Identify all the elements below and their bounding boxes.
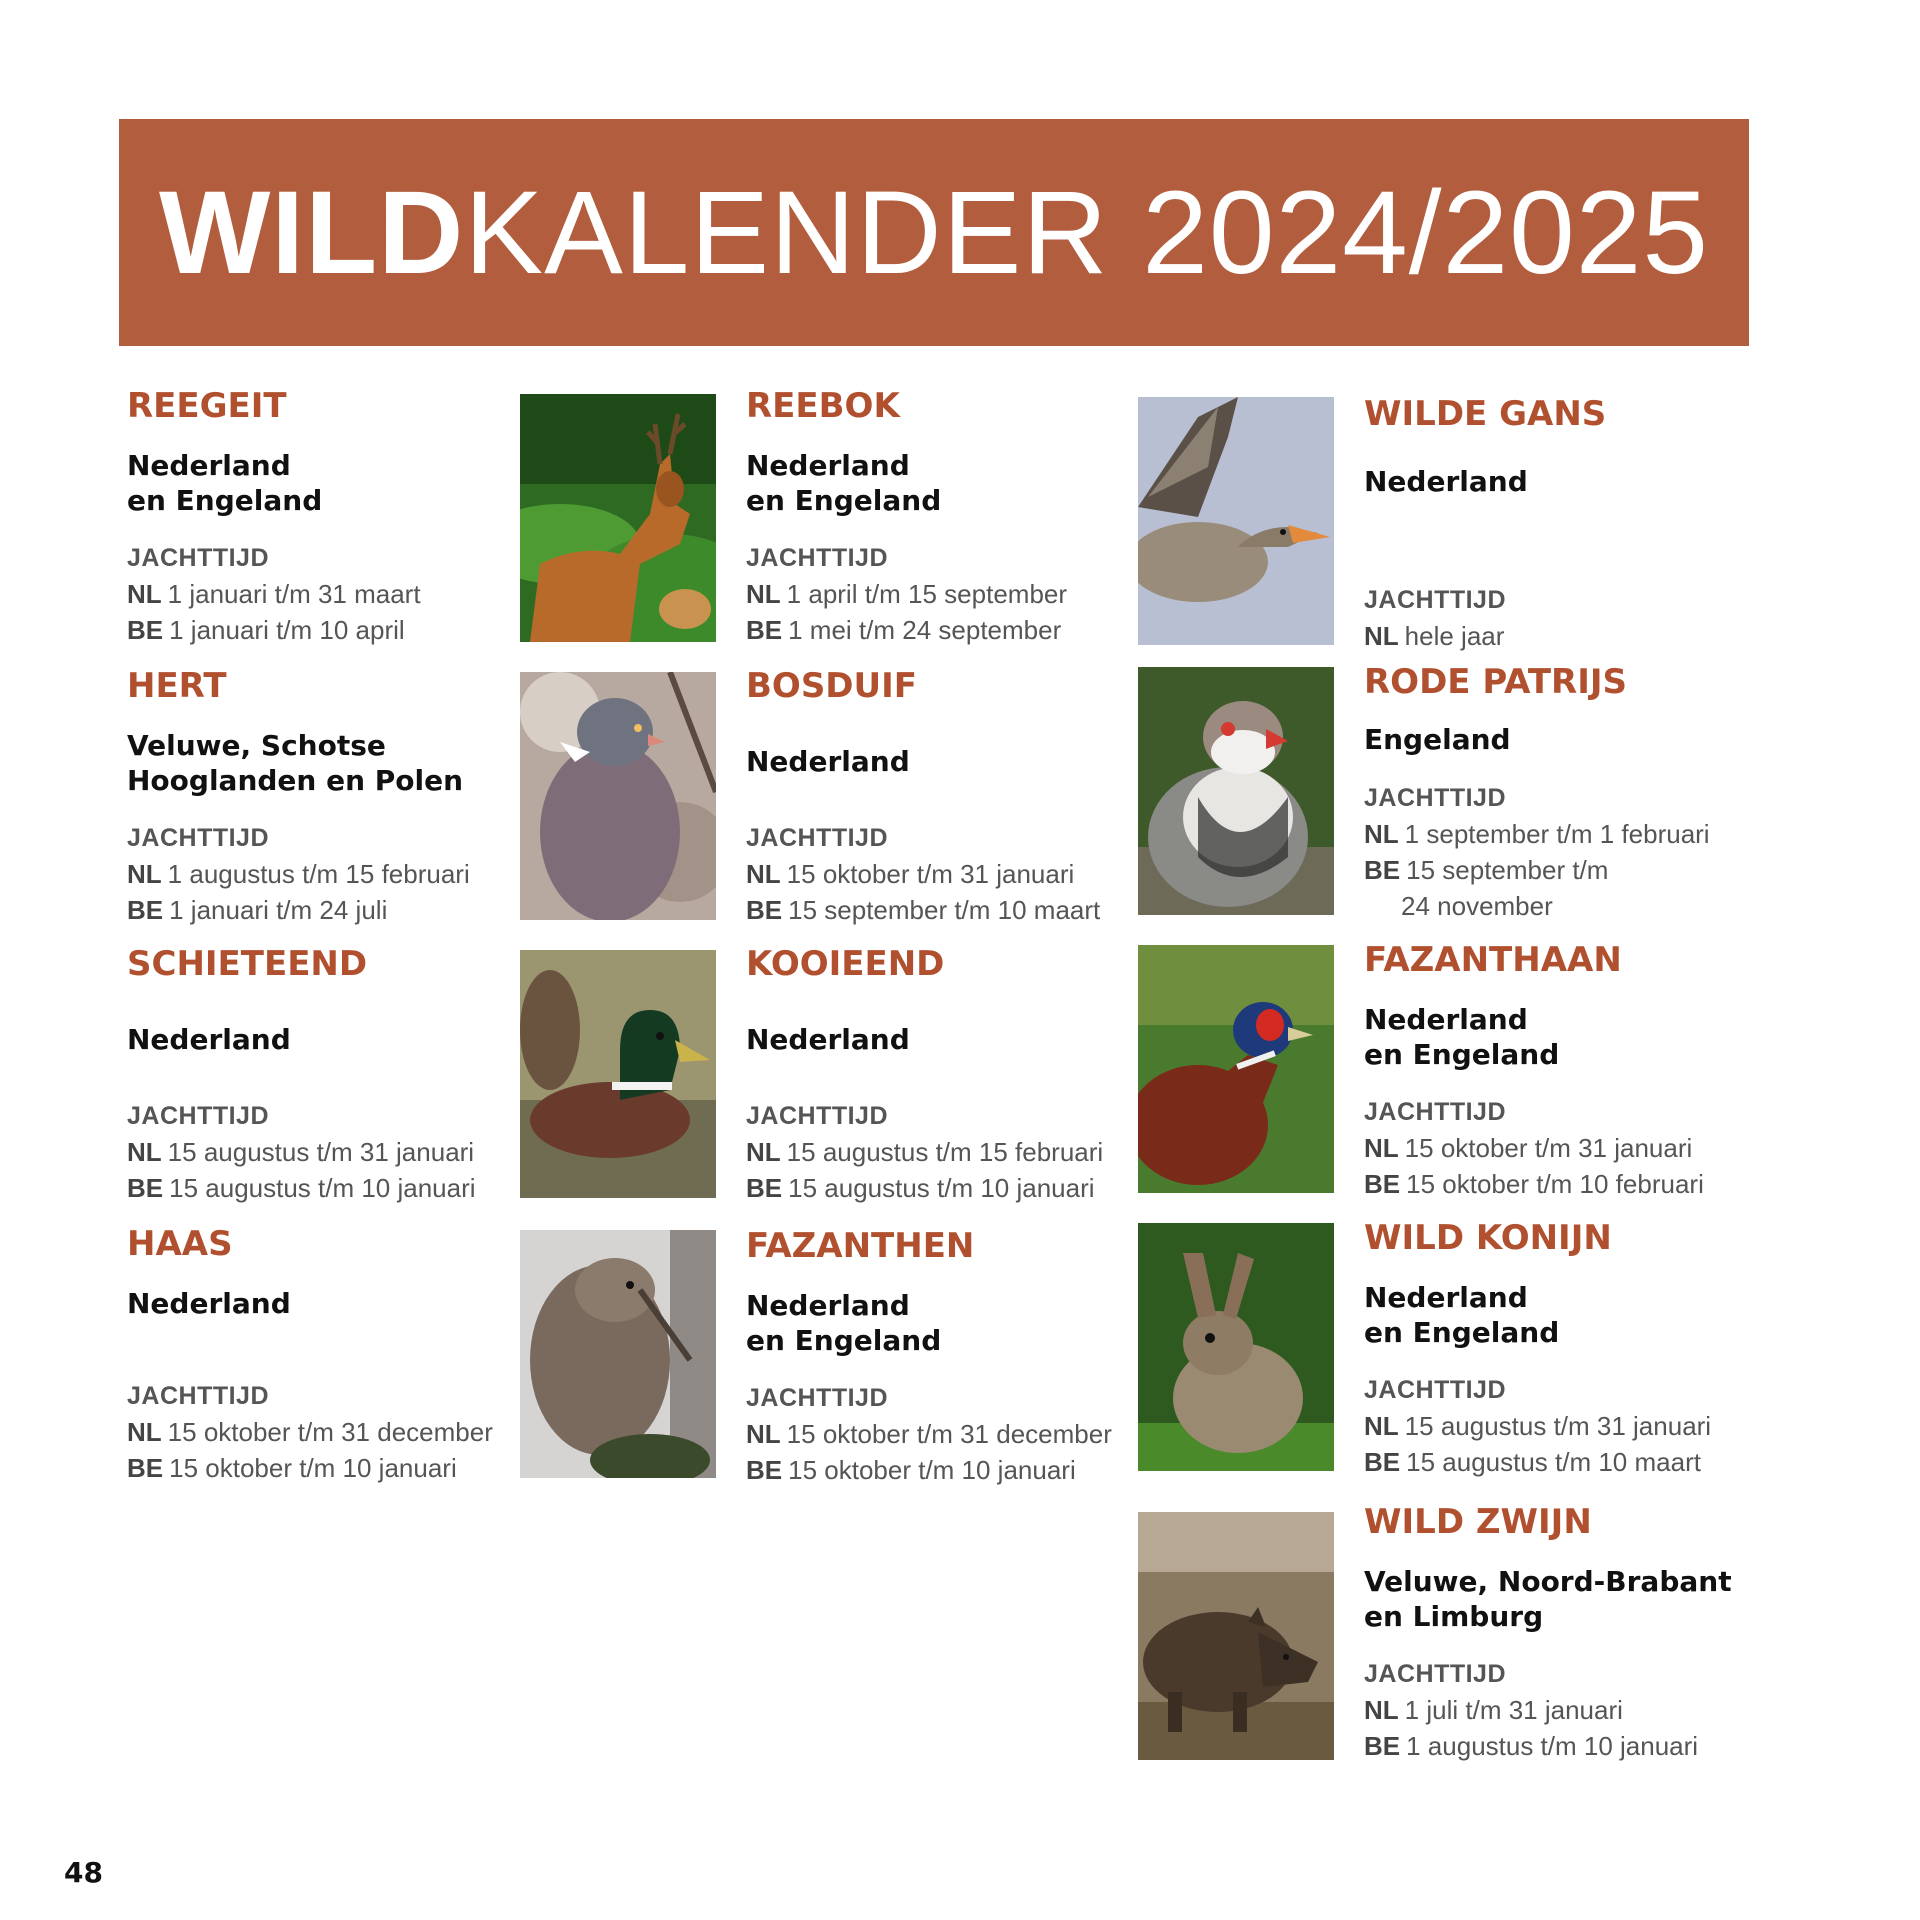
season-dates: 15 oktober t/m 31 december [786, 1419, 1112, 1449]
country-code: BE [1364, 1169, 1401, 1199]
wood-pigeon-photo [520, 672, 716, 920]
region-line: Nederland [746, 449, 910, 482]
region-line: en Engeland [127, 484, 323, 517]
season [127, 540, 547, 648]
season-dates: 15 oktober t/m 31 januari [1404, 1133, 1693, 1163]
country-code: BE [746, 615, 783, 645]
species-name: WILD KONIJN [1364, 1218, 1612, 1258]
season-dates: hele jaar [1404, 621, 1505, 651]
species-name: RODE PATRIJS [1364, 662, 1628, 702]
country-code: BE [127, 895, 164, 925]
region-line: en Engeland [1364, 1316, 1560, 1349]
region [127, 448, 527, 518]
country-code: NL [127, 859, 162, 889]
season-be-continued: 24 november [1401, 891, 1553, 921]
season-dates: 15 augustus t/m 10 januari [169, 1173, 476, 1203]
country-code: BE [127, 1453, 164, 1483]
season [127, 1098, 547, 1206]
region-line: Nederland [127, 1287, 291, 1320]
region [1364, 1280, 1764, 1350]
species-name: HAAS [127, 1224, 233, 1264]
season [1364, 582, 1784, 654]
country-code: NL [127, 579, 162, 609]
season-dates: 15 oktober t/m 31 januari [786, 859, 1075, 889]
species-name: KOOIEEND [746, 944, 945, 984]
season-dates: 1 januari t/m 31 maart [167, 579, 421, 609]
season-label: JACHTTIJD [1364, 1376, 1507, 1404]
season-dates: 1 januari t/m 24 juli [169, 895, 388, 925]
season-dates: 15 september t/m 10 maart [788, 895, 1101, 925]
season [746, 1380, 1166, 1488]
season-be [127, 892, 547, 928]
rabbit-photo [1138, 1223, 1334, 1471]
season-dates: 15 augustus t/m 10 januari [788, 1173, 1095, 1203]
entry-fazanthaan [1364, 940, 1764, 1202]
season-label: JACHTTIJD [1364, 586, 1507, 614]
season-dates: 15 oktober t/m 10 januari [169, 1453, 457, 1483]
country-code: NL [1364, 819, 1399, 849]
season [1364, 1656, 1784, 1764]
season-be [1364, 852, 1784, 888]
season-dates: 15 september t/m [1406, 855, 1609, 885]
season [127, 1378, 547, 1486]
region-line: Nederland [1364, 1003, 1528, 1036]
entry-reegeit [127, 386, 527, 648]
season-dates: 1 mei t/m 24 september [788, 615, 1062, 645]
country-code: BE [127, 615, 164, 645]
country-code: BE [746, 1455, 783, 1485]
woodcock-illustration [520, 1230, 716, 1478]
pheasant-photo [1138, 945, 1334, 1193]
region-line: Nederland [1364, 1281, 1528, 1314]
season-dates: 15 augustus t/m 31 januari [167, 1137, 475, 1167]
entry-wild-zwijn [1364, 1502, 1764, 1764]
entry-hert [127, 666, 527, 928]
country-code: NL [1364, 1133, 1399, 1163]
region [746, 1288, 1146, 1358]
season-be [127, 612, 547, 648]
entry-schieteend [127, 944, 527, 1206]
region [1364, 722, 1764, 757]
entry-kooieend [746, 944, 1146, 1206]
country-code: NL [746, 1137, 781, 1167]
country-code: BE [1364, 1731, 1401, 1761]
country-code: NL [1364, 1411, 1399, 1441]
country-code: BE [1364, 1447, 1401, 1477]
season-dates: 15 oktober t/m 10 januari [788, 1455, 1076, 1485]
season-dates: 1 september t/m 1 februari [1404, 819, 1710, 849]
page-title [158, 166, 1710, 299]
season-nl [746, 576, 1166, 612]
region-line: Nederland [127, 1023, 291, 1056]
region [1364, 464, 1764, 499]
country-code: NL [746, 579, 781, 609]
region-line: en Engeland [746, 1324, 942, 1357]
species-name: SCHIETEEND [127, 944, 368, 984]
season [746, 1098, 1166, 1206]
species-name: REEGEIT [127, 386, 287, 426]
season-dates: 1 januari t/m 10 april [169, 615, 405, 645]
season-nl [127, 1414, 547, 1450]
season-dates: 15 augustus t/m 15 februari [786, 1137, 1104, 1167]
season [746, 540, 1166, 648]
title-banner [119, 119, 1749, 346]
goose-photo [1138, 397, 1334, 645]
season-dates: 1 augustus t/m 15 februari [167, 859, 470, 889]
season-label: JACHTTIJD [746, 1384, 889, 1412]
region-line: en Limburg [1364, 1600, 1544, 1633]
season-be [127, 1450, 547, 1486]
region-line: Nederland [746, 1023, 910, 1056]
partridge-illustration [1138, 667, 1334, 915]
entry-wilde-gans [1364, 394, 1764, 654]
species-name: WILDE GANS [1364, 394, 1607, 434]
season-label: JACHTTIJD [1364, 784, 1507, 812]
page-title-bold: WILD [158, 166, 465, 299]
pheasant-illustration [1138, 945, 1334, 1193]
country-code: NL [1364, 621, 1399, 651]
region-line: Nederland [1364, 465, 1528, 498]
season-label: JACHTTIJD [746, 544, 889, 572]
season-nl [746, 1416, 1166, 1452]
region-line: en Engeland [746, 484, 942, 517]
season-nl [1364, 1408, 1784, 1444]
season [746, 820, 1166, 928]
season-label: JACHTTIJD [127, 824, 270, 852]
season-dates: 15 oktober t/m 31 december [167, 1417, 493, 1447]
page-number: 48 [64, 1856, 103, 1889]
species-name: FAZANTHAAN [1364, 940, 1622, 980]
season-be [1364, 1166, 1784, 1202]
season [1364, 1094, 1784, 1202]
season-nl [1364, 1692, 1784, 1728]
season-dates: 15 augustus t/m 10 maart [1406, 1447, 1701, 1477]
region-line: Nederland [746, 745, 910, 778]
season [1364, 1372, 1784, 1480]
species-name: HERT [127, 666, 227, 706]
season-label: JACHTTIJD [127, 544, 270, 572]
region [1364, 1002, 1764, 1072]
season-nl [127, 576, 547, 612]
mallard-illustration [520, 950, 716, 1198]
region [746, 1022, 1146, 1057]
country-code: NL [746, 859, 781, 889]
wood-pigeon-illustration [520, 672, 716, 920]
entry-wild-konijn [1364, 1218, 1764, 1480]
region-line: Veluwe, Schotse [127, 729, 386, 762]
region-line: Nederland [127, 449, 291, 482]
season-dates: 1 augustus t/m 10 januari [1406, 1731, 1699, 1761]
region [127, 1286, 527, 1321]
partridge-photo [1138, 667, 1334, 915]
season-nl [127, 856, 547, 892]
season-label: JACHTTIJD [746, 1102, 889, 1130]
country-code: NL [127, 1137, 162, 1167]
season-nl [1364, 816, 1784, 852]
season-dates: 1 juli t/m 31 januari [1404, 1695, 1623, 1725]
entry-bosduif [746, 666, 1146, 928]
season-be [1364, 1728, 1784, 1764]
region-line: Veluwe, Noord-Brabant [1364, 1565, 1732, 1598]
woodcock-photo [520, 1230, 716, 1478]
season-be [127, 1170, 547, 1206]
region [746, 744, 1146, 779]
season-nl [746, 1134, 1166, 1170]
region-line: Hooglanden en Polen [127, 764, 464, 797]
season-nl [746, 856, 1166, 892]
entry-haas [127, 1224, 527, 1486]
season [127, 820, 547, 928]
region-line: en Engeland [1364, 1038, 1560, 1071]
roe-deer-illustration [520, 394, 716, 642]
page-title-rest: KALENDER 2024/2025 [464, 166, 1710, 299]
season-be [746, 612, 1166, 648]
rabbit-illustration [1138, 1223, 1334, 1471]
country-code: BE [1364, 855, 1401, 885]
season-label: JACHTTIJD [1364, 1098, 1507, 1126]
species-name: BOSDUIF [746, 666, 918, 706]
season-label: JACHTTIJD [1364, 1660, 1507, 1688]
country-code: NL [1364, 1695, 1399, 1725]
season-nl [127, 1134, 547, 1170]
boar-illustration [1138, 1512, 1334, 1760]
region [1364, 1564, 1764, 1634]
region [127, 728, 527, 798]
country-code: NL [746, 1419, 781, 1449]
season-label: JACHTTIJD [127, 1102, 270, 1130]
entry-rode-patrijs [1364, 662, 1764, 924]
season-nl [1364, 618, 1784, 654]
country-code: NL [127, 1417, 162, 1447]
season-be [746, 1170, 1166, 1206]
boar-photo [1138, 1512, 1334, 1760]
mallard-photo [520, 950, 716, 1198]
season-dates: 1 april t/m 15 september [786, 579, 1068, 609]
country-code: BE [127, 1173, 164, 1203]
season-label: JACHTTIJD [127, 1382, 270, 1410]
season-dates: 15 augustus t/m 31 januari [1404, 1411, 1712, 1441]
species-name: REEBOK [746, 386, 900, 426]
region-line: Engeland [1364, 723, 1511, 756]
entry-reebok [746, 386, 1146, 648]
entry-fazanthen [746, 1226, 1146, 1488]
season-be [1364, 1444, 1784, 1480]
roe-deer-photo [520, 394, 716, 642]
region [746, 448, 1146, 518]
season [1364, 780, 1784, 924]
country-code: BE [746, 1173, 783, 1203]
season-dates: 15 oktober t/m 10 februari [1406, 1169, 1704, 1199]
goose-illustration [1138, 397, 1334, 645]
species-name: FAZANTHEN [746, 1226, 975, 1266]
season-nl [1364, 1130, 1784, 1166]
season-be [746, 892, 1166, 928]
country-code: BE [746, 895, 783, 925]
season-label: JACHTTIJD [746, 824, 889, 852]
region-line: Nederland [746, 1289, 910, 1322]
region [127, 1022, 527, 1057]
season-be [746, 1452, 1166, 1488]
species-name: WILD ZWIJN [1364, 1502, 1592, 1542]
